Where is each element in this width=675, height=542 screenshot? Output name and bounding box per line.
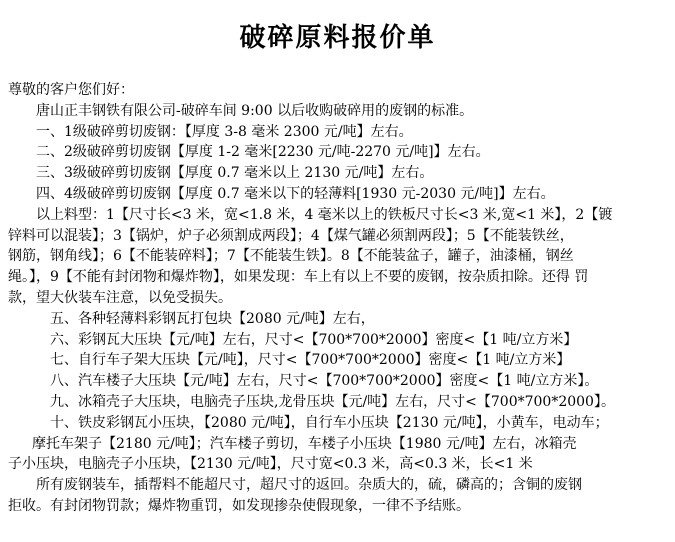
price-item-4: 四、4级破碎剪切废钢【厚度 0.7 毫米以下的轻薄料[1930 元-2030 元/吨]】左右。 (36, 185, 555, 202)
price-item-8: 八、汽车楼子大压块【元/吨】左右，尺寸<【700*700*2000】密度<【1 吨/立方米】。 (50, 373, 599, 390)
price-item-2: 二、2级破碎剪切废钢【厚度 1-2 毫米[2230 元/吨-2270 元/吨]】左右。 (36, 144, 490, 161)
intro-line: 唐山正丰钢铁有限公司-破碎车间 9:00 以后收购破碎用的废钢的标准。 (36, 102, 474, 119)
price-item-3: 三、3级破碎剪切废钢【厚度 0.7 毫米以上 2130 元/吨】左右。 (36, 165, 434, 182)
material-rules-line-1: 以上料型：1【尺寸长<3 米，宽<1.8 米，4 毫米以上的铁板尺寸长<3 米,宽<1 米】，2【镀 (36, 206, 613, 223)
price-item-6: 六、彩钢瓦大压块【元/吨】左右，尺寸<【700*700*2000】密度<【1 吨/立方米】 (50, 331, 578, 348)
material-rules-line-2: 锌料可以混装】；3【锅炉，炉子必须割成两段】；4【煤气罐必须割两段】；5【不能装铁丝， (8, 227, 574, 244)
price-item-5: 五、各种轻薄料彩钢瓦打包块【2080 元/吨】左右， (50, 310, 375, 327)
price-item-7: 七、自行车子架大压块【元/吨】，尺寸<【700*700*2000】密度<【1 吨/立方米】 (50, 352, 571, 369)
price-item-1: 一、1级破碎剪切废钢：【厚度 3-8 毫米 2300 元/吨】左右。 (36, 123, 413, 140)
closing-rules-line-2: 拒收。有封闭物罚款；爆炸物重罚，如发现掺杂使假现象，一律不予结账。 (8, 497, 470, 514)
page-title: 破碎原料报价单 (239, 23, 436, 53)
price-item-9: 九、冰箱壳子大压块，电脑壳子压块,龙骨压块【元/吨】左右，尺寸<【700*700*2000】。 (50, 393, 615, 410)
document-body (8, 80, 668, 517)
material-rules-line-5: 款，望大伙装车注意，以免受损失。 (8, 289, 232, 306)
greeting-line: 尊敬的客户您们好： (8, 82, 134, 98)
material-rules-line-4: 绳。】，9【不能有封闭物和爆炸物】，如果发现：车上有以上不要的废钢，按杂质扣除。还得 罚 (8, 269, 589, 286)
closing-rules-line-1: 所有废钢装车，插帮料不能超尺寸，超尺寸的返回。杂质大的，硫，磷高的；含铜的废钢 (36, 477, 582, 494)
material-rules-line-3: 钢筋，钢角线】；6【不能装碎料】；7【不能装生铁】。8【不能装盆子，罐子，油漆桶，钢丝 (8, 248, 574, 265)
price-item-10-line-3: 子小压块，电脑壳子小压块，【2130 元/吨】，尺寸宽<0.3 米，高<0.3 米，长<1 米 (8, 456, 533, 473)
price-item-10-line-2: 摩托车架子【2180 元/吨】；汽车楼子剪切，车楼子小压块【1980 元/吨】左右，冰箱壳 (32, 435, 577, 452)
price-item-10-line-1: 十、铁皮彩钢瓦小压块，【2080 元/吨】，自行车小压块【2130 元/吨】，小黄车，电动车； (50, 414, 609, 431)
